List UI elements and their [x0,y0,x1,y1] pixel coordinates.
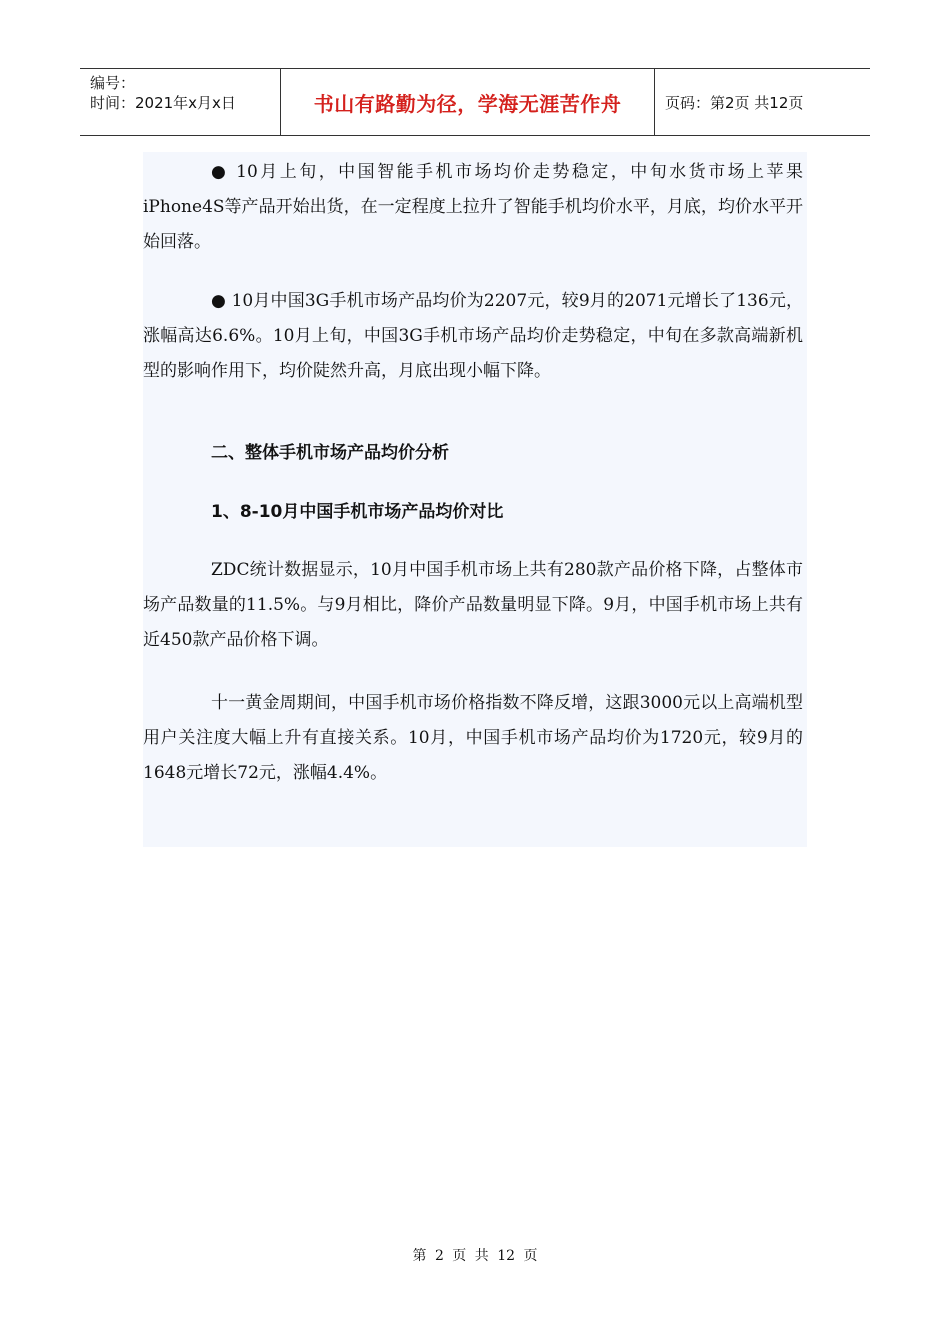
page-info: 页码：第2页 共12页 [665,93,804,112]
subsection-heading: 1、8-10月中国手机市场产品均价对比 [211,502,504,522]
page-header [80,68,870,136]
content-area [143,152,807,847]
section-heading: 二、整体手机市场产品均价分析 [211,443,449,463]
paragraph-golden-week: 十一黄金周期间，中国手机市场价格指数不降反增，这跟3000元以上高端机型用户关注度大幅上升有直接关系。10月，中国手机市场产品均价为1720元，较9月的1648元增长72元，涨幅4.4%。 [143,693,803,783]
header-motto-cell [281,69,655,135]
page-footer: 第 2 页 共 12 页 [412,1248,538,1264]
motto: 书山有路勤为径，学海无涯苦作舟 [313,91,622,116]
header-page-info-cell [655,69,870,135]
paragraph-smartphone-price: ● 10月上旬，中国智能手机市场均价走势稳定，中旬水货市场上苹果iPhone4S等产品开始出货，在一定程度上拉升了智能手机均价水平，月底，均价水平开始回落。 [143,162,803,252]
header-meta [80,69,281,135]
paragraph-3g-price: ● 10月中国3G手机市场产品均价为2207元，较9月的2071元增长了136元，涨幅高达6.6%。10月上旬，中国3G手机市场产品均价走势稳定，中旬在多款高端新机型的影响作用下，均价陡然升高，月底出现小幅下降。 [143,291,803,381]
paragraph-price-drop: ZDC统计数据显示，10月中国手机市场上共有280款产品价格下降，占整体市场产品数量的11.5%。与9月相比，降价产品数量明显下降。9月，中国手机市场上共有近450款产品价格下调。 [143,560,803,650]
number-label: 编号： [90,74,136,92]
time-label: 时间：2021年x月x日 [90,94,236,112]
